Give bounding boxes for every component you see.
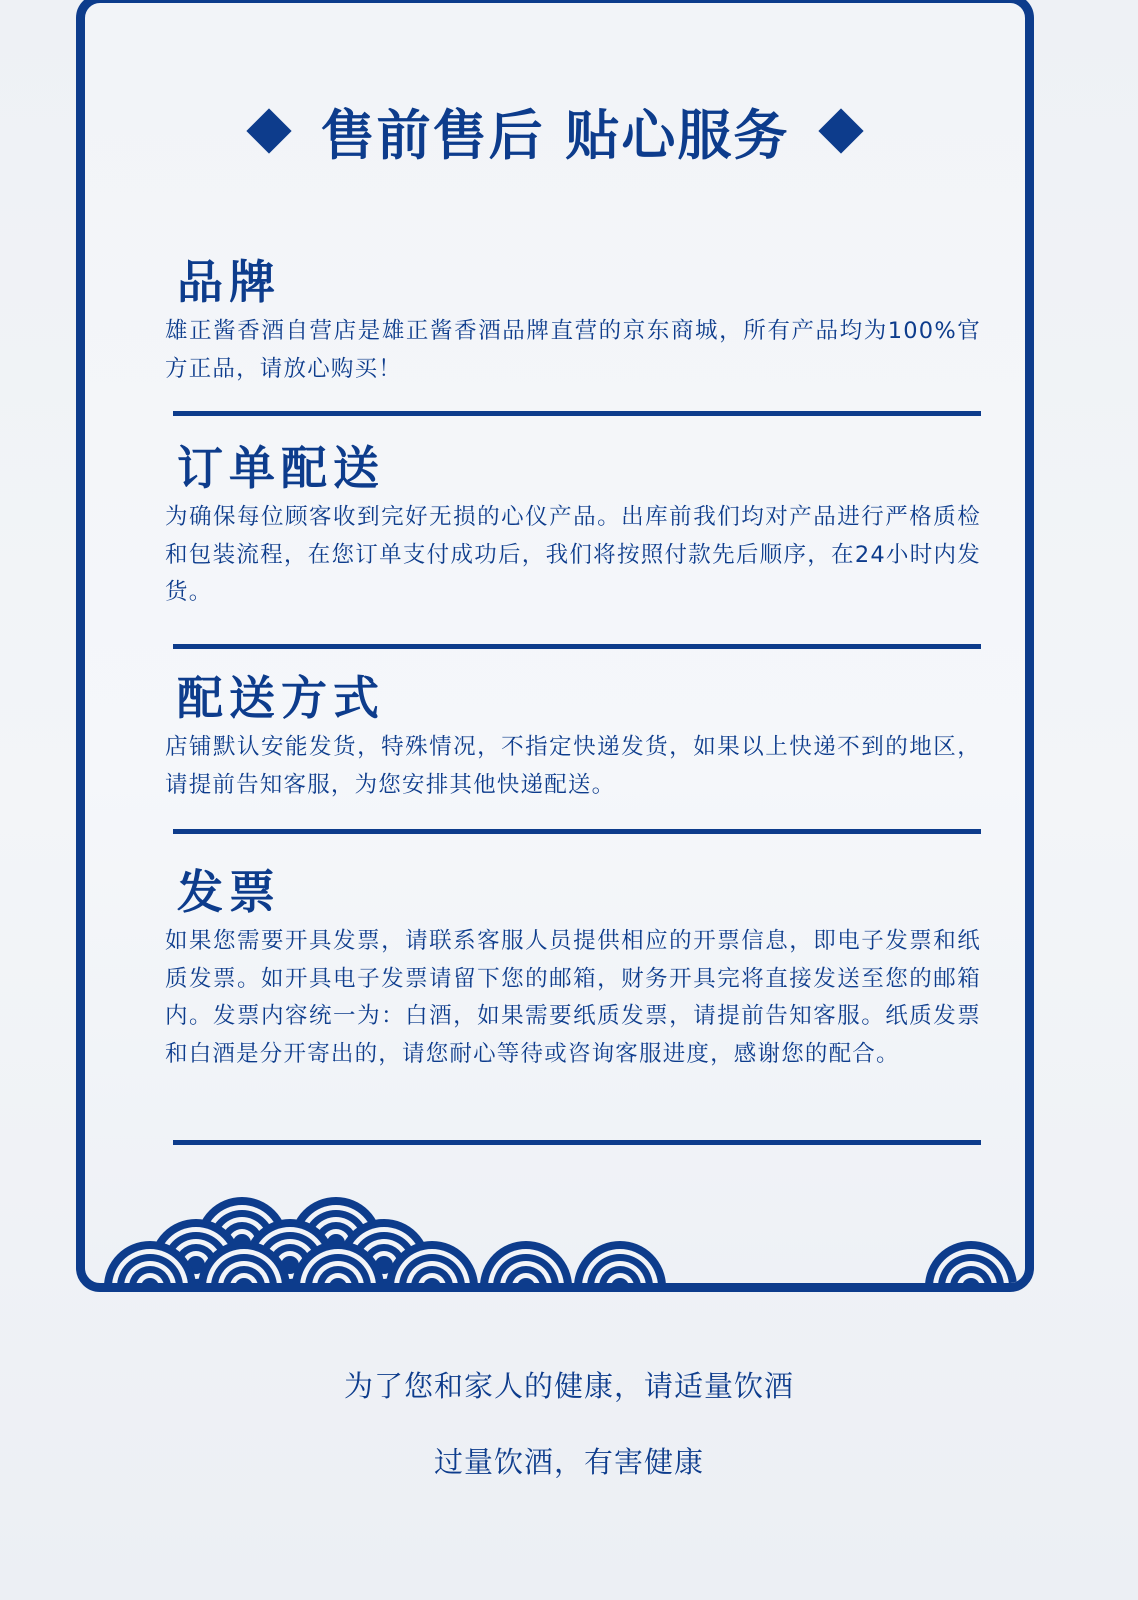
diamond-left-icon [246,108,291,153]
section-text: 店铺默认安能发货，特殊情况，不指定快递发货，如果以上快递不到的地区，请提前告知客服，为您安排其他快递配送。 [165,734,981,798]
section-delivery-method [165,669,981,804]
section-text: 雄正酱香酒自营店是雄正酱香酒品牌直营的京东商城，所有产品均为100%官方正品，请放心购买！ [165,318,981,382]
section-heading: 配送方式 [177,671,385,725]
section-text: 为确保每位顾客收到完好无损的心仪产品。出库前我们均对产品进行严格质检和包装流程，在您订单支付成功后，我们将按照付款先后顺序，在24小时内发货。 [165,504,981,605]
page-title: 售前售后 贴心服务 [320,103,790,167]
service-card [76,0,1034,1292]
section-heading: 品牌 [177,255,281,309]
divider [173,829,981,834]
footer-warning: 过量饮酒，有害健康 [433,1445,704,1479]
section-text: 如果您需要开具发票，请联系客服人员提供相应的开票信息，即电子发票和纸质发票。如开具电子发票请留下您的邮箱，财务开具完将直接发送至您的邮箱内。发票内容统一为：白酒，如果需要纸质发票，请提前告知客服。纸质发票和白酒是分开寄出的，请您耐心等待或咨询客服进度，感谢您的配合。 [165,928,981,1067]
divider [173,411,981,416]
section-order-delivery [165,439,981,612]
divider [173,1140,981,1145]
section-brand [165,253,981,388]
section-invoice [165,863,981,1073]
title-row [85,91,1025,171]
wave-pattern-decoration [85,1163,1025,1283]
footer-health-notice: 为了您和家人的健康，请适量饮酒 [343,1369,794,1403]
section-heading: 订单配送 [177,441,385,495]
section-heading: 发票 [177,865,281,919]
diamond-right-icon [819,108,864,153]
divider [173,644,981,649]
